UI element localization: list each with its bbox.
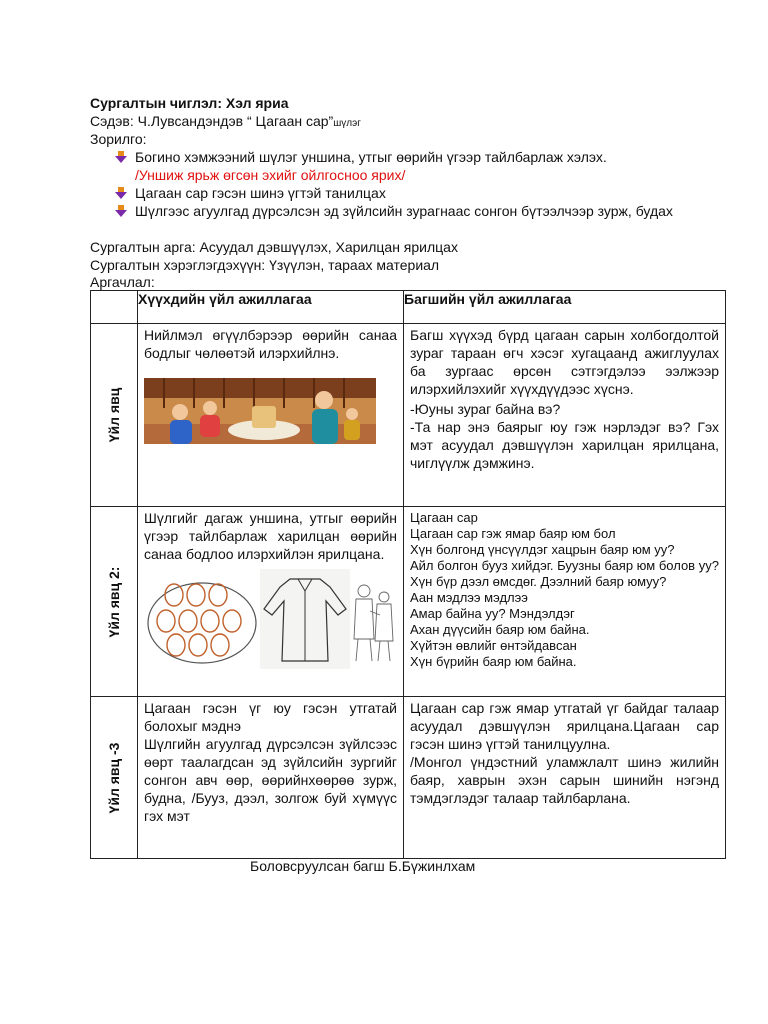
stage-1-teacher-cell: [404, 324, 726, 507]
stage-1-child-cell: [138, 324, 404, 507]
stage-2-label: Үйл явц 2:: [106, 566, 122, 637]
stage-3-label: Үйл явц -3: [106, 742, 122, 813]
stage-3-child-cell: [138, 697, 404, 859]
bullet-1-note: /Уншиж ярьж өгсөн эхийг ойлгосноо ярих/: [135, 167, 406, 183]
subject-line: Сургалтын чиглэл: Хэл яриа: [90, 95, 289, 111]
poem-line: Ахан дүүсийн баяр юм байна.: [410, 622, 590, 637]
stage-1-label: Үйл явц: [106, 387, 122, 443]
ger-family-illustration: [144, 378, 376, 444]
stage-3-child-p1: Цагаан гэсэн үг юу гэсэн утгатай болохыг мэднэ: [144, 700, 397, 734]
drawing-illustrations: [144, 569, 403, 669]
topic-small: шүлэг: [333, 118, 361, 129]
stage-3-child-p2: Шүлгийн агуулгад дүрсэлсэн зүйлсээс өөрт таалагдсан эд зүйлсийн зургийг сонгон авч өөр, өөрийнхөөрөө зурж, будна, /Бууз, дээл, золгож буй хүмүүс гэх мэт: [144, 736, 397, 824]
bullet-arrow-icon: [114, 150, 128, 164]
stage-3-teacher-p1: Цагаан сар гэж ямар утгатай үг байдаг талаар асуудал дэвшүүлэн ярилцана.Цагаан сар гэсэн шинэ үгтэй танилцуулна.: [410, 700, 719, 752]
stage-1-teacher-p2: -Юуны зураг байна вэ?: [410, 401, 561, 417]
poem-line: Аан мэдлээ мэдлээ: [410, 590, 528, 605]
stage-1-label-cell: [91, 324, 138, 507]
stage-2-label-cell: [91, 507, 138, 697]
topic-main: Сэдэв: Ч.Лувсандэндэв “ Цагаан сар”: [90, 113, 334, 129]
stage-2-teacher-cell: [404, 507, 726, 697]
buuz-dumplings-drawing: [144, 569, 260, 669]
bullet-2: Цагаан сар гэсэн шинэ үгтэй танилцах: [135, 185, 386, 201]
procedure-label: Аргачлал:: [90, 274, 155, 290]
stage-1-teacher-p3: -Та нар энэ баярыг юу гэж нэрлэдэг вэ? Гэх мэт асуудал дэвшүүлэн харилцан ярилцана, чиглүүлж дэмжинэ.: [410, 419, 719, 471]
stage-2-poem: [404, 507, 725, 673]
poem-line: Цагаан сар гэж ямар баяр юм бол: [410, 526, 616, 541]
goal-label: Зорилго:: [90, 131, 147, 147]
child-activity-header: Хүүхдийн үйл ажиллагаа: [138, 291, 404, 324]
activity-table: [90, 290, 726, 859]
poem-line: Цагаан сар: [410, 510, 478, 525]
stage-3-teacher-cell: [404, 697, 726, 859]
method-line: Сургалтын арга: Асуудал дэвшүүлэх, Харилцан ярилцах: [90, 239, 458, 255]
people-greeting-drawing: [350, 569, 396, 669]
poem-line: Хүн болгонд үнсүүлдэг хацрын баяр юм уу?: [410, 542, 675, 557]
bullet-arrow-icon: [114, 204, 128, 218]
stage-3-teacher-p2: /Монгол үндэстний уламжлалт шинэ жилийн баяр, хаврын эхэн сарын шинийн нэгэнд тэмдэглэдэг талаар тайлбарлана.: [410, 754, 719, 806]
poem-line: Айл болгон бууз хийдэг. Буузны баяр юм болов уу?: [410, 558, 719, 573]
corner-cell: [91, 291, 138, 324]
materials-line: Сургалтын хэрэглэгдэхүүн: Үзүүлэн, тараах материал: [90, 257, 440, 273]
poem-line: Хүн бүрийн баяр юм байна.: [410, 654, 577, 669]
stage-2-child-text: Шүлгийг дагаж уншина, утгыг өөрийн үгээр тайлбарлаж харилцан өөрийн санаа бодлоо илэрхийлэн ярилцана.: [144, 510, 397, 562]
poem-line: Хүйтэн өвлийг өнтэйдавсан: [410, 638, 577, 653]
poem-line: Амар байна уу? Мэндэлдэг: [410, 606, 575, 621]
author-footer: Боловсруулсан багш Б.Бүжинлхам: [250, 858, 476, 874]
stage-1-child-text: Нийлмэл өгүүлбэрээр өөрийн санаа бодлыг чөлөөтэй илэрхийлнэ.: [144, 327, 397, 361]
stage-2-child-cell: [138, 507, 404, 697]
teacher-activity-header: Багшийн үйл ажиллагаа: [404, 291, 726, 324]
stage-3-label-cell: [91, 697, 138, 859]
poem-line: Хүн бүр дээл өмсдөг. Дээлний баяр юмуу?: [410, 574, 667, 589]
bullet-3: Шүлгээс агуулгад дүрсэлсэн эд зүйлсийн зурагнаас сонгон бүтээлчээр зурж, будах: [135, 203, 673, 219]
bullet-1: Богино хэмжээний шүлэг уншина, утгыг өөрийн үгээр тайлбарлаж хэлэх.: [135, 149, 607, 165]
bullet-arrow-icon: [114, 186, 128, 200]
deel-robe-drawing: [260, 569, 350, 669]
stage-1-teacher-p1: Багш хүүхэд бүрд цагаан сарын холбогдолтой зураг тараан өгч хэсэг хугацаанд ажиглуулах ба зургаас өрсөн сэтгэгдэлээ ээлжээр илэрхийлэхийг хүүхдүүдээс хүснэ.: [410, 327, 719, 397]
